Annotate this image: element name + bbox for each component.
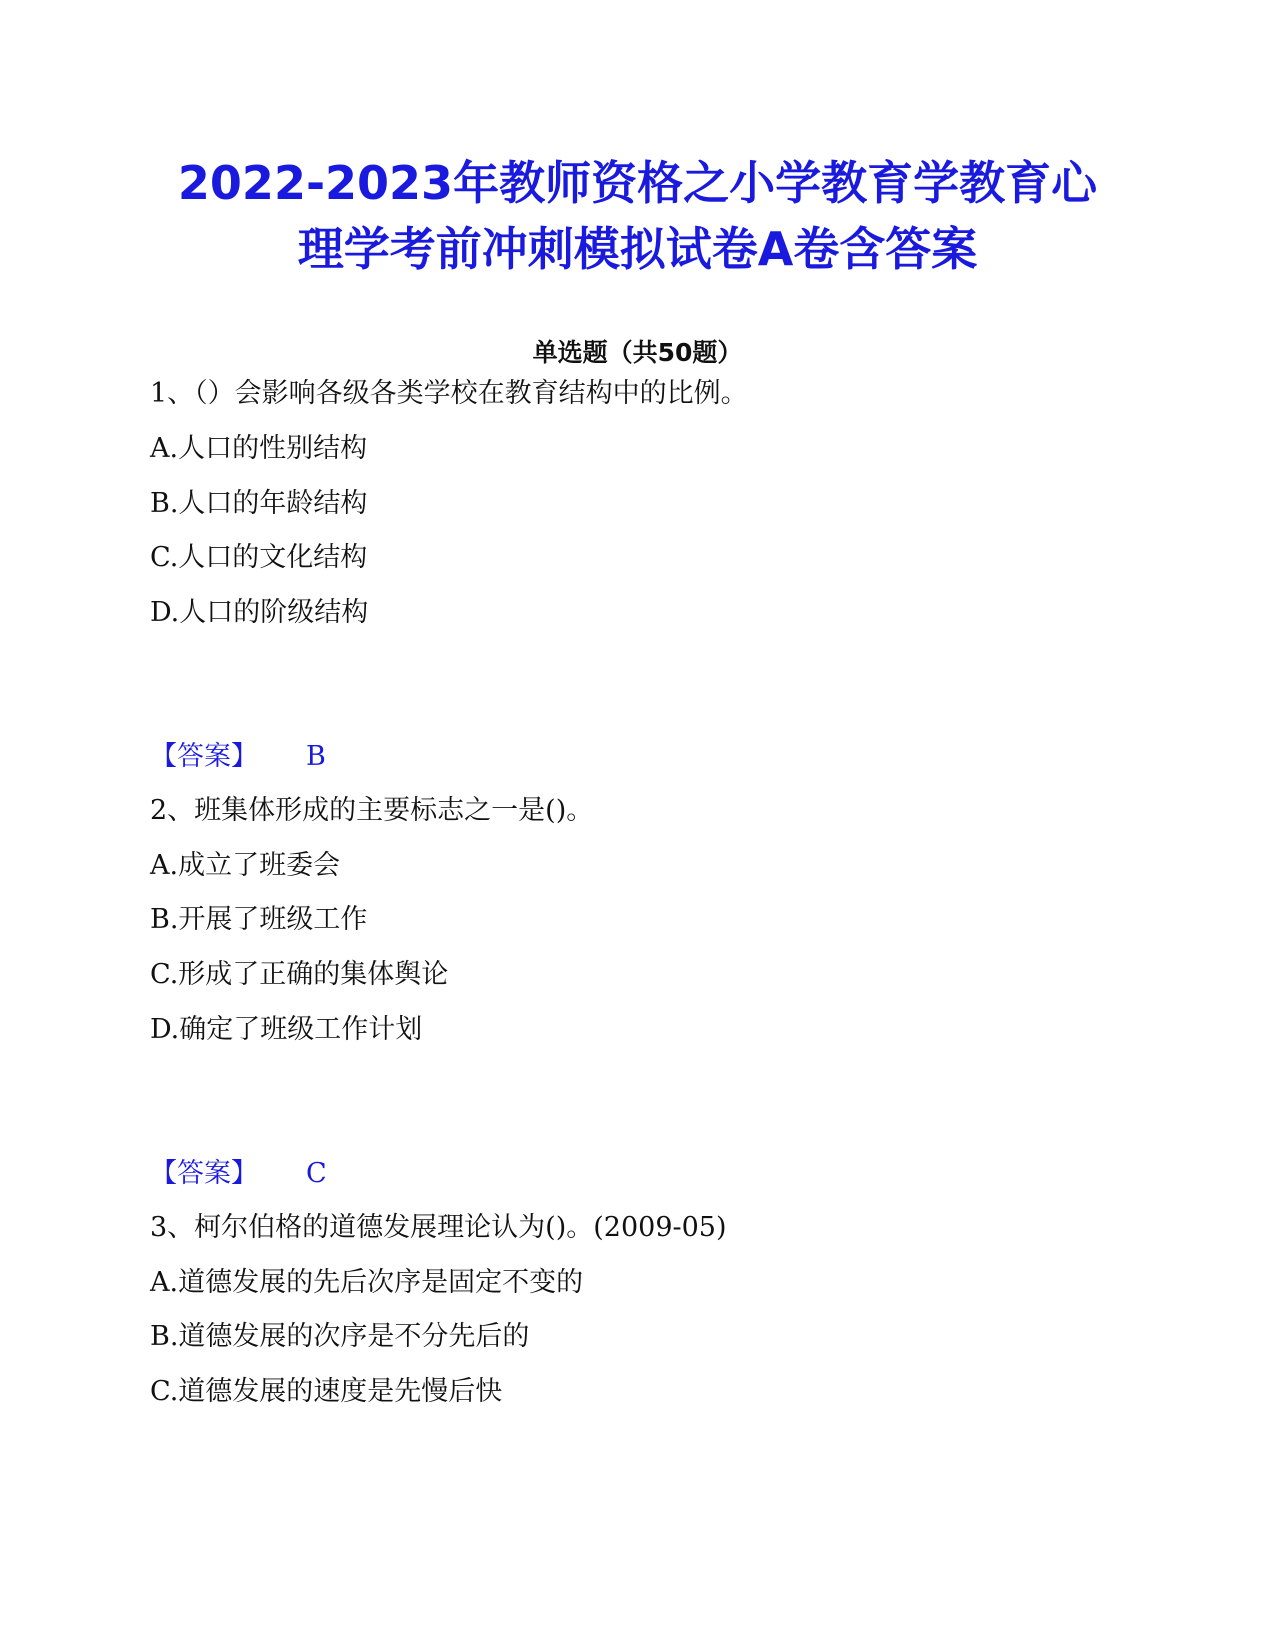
question-1-answer [150, 737, 326, 777]
question-3-option-a: A.道德发展的先后次序是固定不变的 [150, 1267, 584, 1298]
question-3-option-b: B.道德发展的次序是不分先后的 [150, 1321, 530, 1352]
question-1-stem: 1、（）会影响各级各类学校在教育结构中的比例。 [150, 378, 748, 409]
question-2-option-a: A.成立了班委会 [150, 850, 341, 881]
title-line-1: 2022-2023年教师资格之小学教育学教育心 [177, 156, 1098, 210]
document-title [100, 150, 1175, 282]
section-heading: 单选题（共50题） [532, 338, 743, 367]
question-2-option-b: B.开展了班级工作 [150, 904, 368, 935]
question-2-option-c: C.形成了正确的集体舆论 [150, 959, 449, 990]
question-1-option-c: C.人口的文化结构 [150, 542, 368, 573]
question-3-option-c: C.道德发展的速度是先慢后快 [150, 1376, 503, 1407]
title-line-2: 理学考前冲刺模拟试卷A卷含答案 [297, 222, 978, 276]
answer-label: 【答案】 [150, 1158, 258, 1189]
answer-label: 【答案】 [150, 741, 258, 772]
question-3-stem: 3、柯尔伯格的道德发展理论认为()。(2009-05) [150, 1212, 727, 1243]
question-2-stem: 2、班集体形成的主要标志之一是()。 [150, 795, 594, 826]
question-2-option-d: D.确定了班级工作计划 [150, 1014, 423, 1045]
question-1-option-b: B.人口的年龄结构 [150, 488, 368, 519]
answer-value: B [306, 741, 326, 772]
question-1-option-a: A.人口的性别结构 [150, 433, 368, 464]
answer-value: C [306, 1158, 327, 1189]
question-2-answer [150, 1154, 327, 1194]
question-1-option-d: D.人口的阶级结构 [150, 597, 369, 628]
